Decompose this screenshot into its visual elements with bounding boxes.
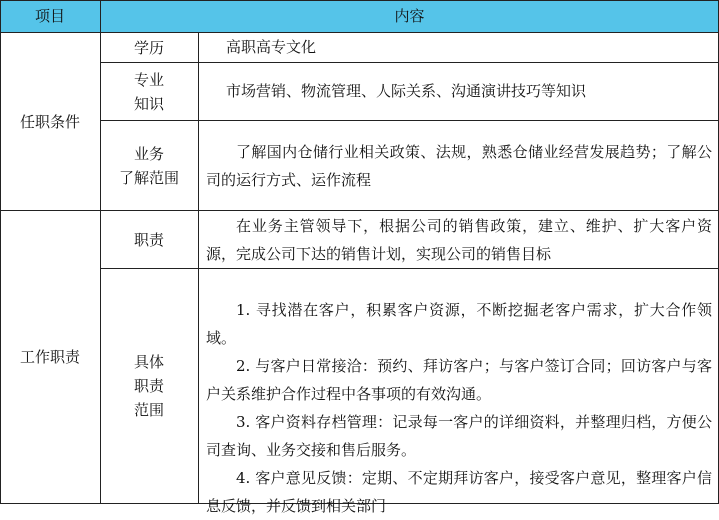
row-sub-label-text: 业务 — [133, 144, 164, 163]
row-content-text: 市场营销、物流管理、人际关系、沟通演讲技巧等知识 — [226, 82, 587, 100]
row-sub-label-text: 专业 — [133, 70, 164, 89]
row-sub-label-text: 职责 — [133, 377, 164, 395]
row-content — [226, 63, 706, 120]
row-content-text: 了解国内仓储行业相关政策、法规，熟悉仓储业经营发展趋势；了解公司的运行方式、运作流程 — [206, 143, 712, 189]
row-sub-label — [100, 211, 198, 268]
duty-item: 2. 与客户日常接洽：预约、拜访客户；与客户签订合同；回访客户与客户关系维护合作过程中各事项的有效沟通。 — [206, 357, 712, 403]
row-content — [206, 212, 712, 268]
duty-item: 4. 客户意见反馈：定期、不定期拜访客户，接受客户意见，整理客户信息反馈，并反馈到相关部门 — [206, 469, 712, 515]
header-item-text: 项目 — [34, 7, 65, 25]
row-sub-label — [100, 121, 198, 210]
row-sub-label-text: 范围 — [133, 401, 164, 419]
row-content — [206, 296, 712, 520]
section-label-text: 工作职责 — [19, 348, 80, 366]
duty-item: 3. 客户资料存档管理：记录每一客户的详细资料，并整理归档，方便公司查询、业务交接和售后服务。 — [206, 413, 712, 459]
header-content — [100, 0, 719, 32]
section-label — [0, 211, 100, 503]
row-sub-label — [100, 33, 198, 62]
row-content-text: 在业务主管领导下，根据公司的销售政策，建立、维护、扩大客户资源，完成公司下达的销售计划，实现公司的销售目标 — [206, 217, 712, 263]
column-divider — [198, 32, 199, 504]
row-sub-label-text: 具体 — [133, 353, 164, 371]
row-sub-label-text: 了解范围 — [118, 168, 179, 187]
row-sub-label-text: 知识 — [133, 94, 164, 113]
section-label — [0, 33, 100, 210]
row-content-text: 高职高专文化 — [226, 38, 317, 56]
duty-item: 1. 寻找潜在客户，积累客户资源，不断挖掘老客户需求，扩大合作领域。 — [206, 301, 712, 347]
row-sub-label-text: 职责 — [133, 230, 164, 249]
header-item — [0, 0, 100, 32]
header-content-text: 内容 — [394, 7, 425, 25]
row-sub-label-text: 学历 — [133, 38, 164, 57]
row-sub-label — [100, 63, 198, 120]
row-sub-label — [100, 269, 198, 503]
section-label-text: 任职条件 — [19, 112, 80, 131]
row-content — [206, 138, 712, 194]
row-content — [226, 33, 706, 62]
